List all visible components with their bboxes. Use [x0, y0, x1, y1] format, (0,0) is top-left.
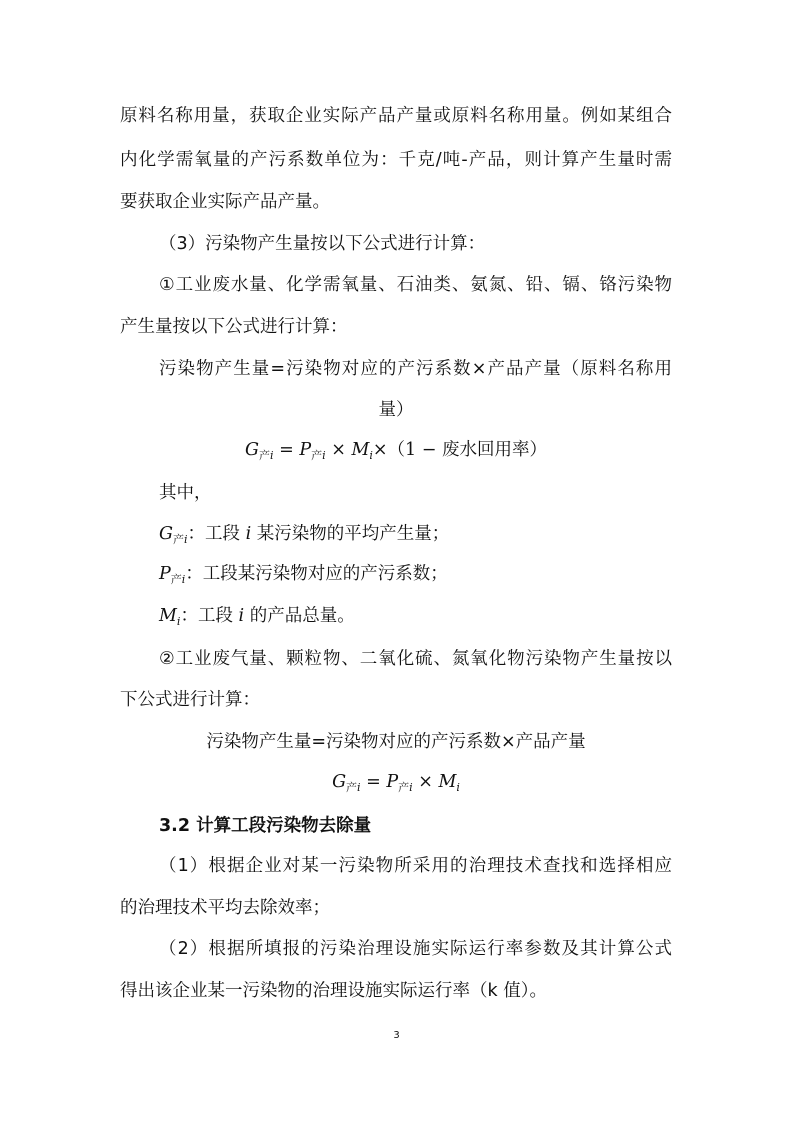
var-p: P — [386, 772, 399, 792]
definition-text: 的产品总量。 — [244, 606, 355, 626]
paragraph-line: 要获取企业实际产品产量。 — [120, 192, 330, 212]
definition-m — [159, 604, 711, 630]
var-i: i — [245, 524, 252, 544]
sub-chan: 产 — [172, 533, 184, 546]
where-text: 其中， — [159, 483, 212, 503]
definition-text: ：工段某污染物对应的产污系数； — [185, 564, 448, 584]
item-2-line: 下公式进行计算： — [120, 690, 260, 710]
sub-chan: 产 — [170, 573, 182, 586]
definition-p — [159, 562, 711, 588]
paragraph-line: （1）根据企业对某一污染物所采用的治理技术查找和选择相应 — [159, 856, 672, 876]
definition-text: ：工段 — [187, 524, 246, 544]
item-1-line: 产生量按以下公式进行计算： — [120, 317, 348, 337]
var-m: M — [159, 606, 177, 626]
var-p: P — [299, 440, 312, 460]
times: × — [325, 440, 352, 460]
sub-chan: 产 — [346, 781, 358, 794]
definition-text: ：工段 — [180, 606, 239, 626]
paragraph-line: 原料名称用量，获取企业实际产品产量或原料名称用量。例如某组合 — [120, 106, 672, 126]
var-m: M — [438, 772, 457, 792]
sub-chan: 产 — [259, 449, 270, 462]
sub-chan: 产 — [311, 449, 323, 462]
var-g: G — [245, 440, 259, 460]
page-number: 3 — [393, 1030, 400, 1041]
paragraph-line: 内化学需氧量的产污系数单位为：千克/吨-产品，则计算产生量时需 — [120, 150, 672, 170]
section-heading: 3.2 计算工段污染物去除量 — [159, 816, 372, 836]
sub-i: i — [176, 615, 181, 628]
formula-1-text: 污染物产生量=污染物对应的产污系数×产品产量（原料名称用 — [159, 359, 672, 379]
sub-i: i — [183, 533, 188, 546]
formula-1-tail: ×（1 − 废水回用率） — [372, 440, 547, 460]
sub-i: i — [357, 781, 361, 794]
sub-i: i — [409, 781, 413, 794]
sub-i: i — [322, 449, 326, 462]
step-3-text: （3）污染物产生量按以下公式进行计算： — [159, 234, 486, 254]
sub-i: i — [181, 573, 186, 586]
paragraph-line: 得出该企业某一污染物的治理设施实际运行率（k 值）。 — [120, 981, 547, 1001]
definition-text: 某污染物的平均产生量； — [251, 524, 450, 544]
item-1-line: ①工业废水量、化学需氧量、石油类、氨氮、铅、镉、铬污染物 — [159, 275, 672, 295]
item-2-line: ②工业废气量、颗粒物、二氧化硫、氮氧化物污染物产生量按以 — [159, 649, 672, 669]
formula-1-text: 量） — [378, 400, 414, 420]
formula-2-text: 污染物产生量=污染物对应的产污系数×产品产量 — [206, 732, 586, 752]
formula-1 — [120, 438, 672, 464]
var-p: P — [159, 564, 171, 584]
times: × — [412, 772, 439, 792]
var-m: M — [351, 440, 370, 460]
var-g: G — [159, 524, 173, 544]
paragraph-line: （2）根据所填报的污染治理设施实际运行率参数及其计算公式 — [159, 939, 672, 959]
equals: = — [273, 440, 300, 460]
formula-2 — [120, 770, 672, 796]
definition-g — [159, 522, 711, 548]
paragraph-line: 的治理技术平均去除效率； — [120, 898, 330, 918]
equals: = — [360, 772, 387, 792]
sub-chan: 产 — [398, 781, 410, 794]
sub-i: i — [369, 449, 373, 462]
sub-i: i — [270, 449, 274, 462]
var-g: G — [332, 772, 347, 792]
sub-i: i — [456, 781, 460, 794]
var-i: i — [238, 606, 245, 626]
